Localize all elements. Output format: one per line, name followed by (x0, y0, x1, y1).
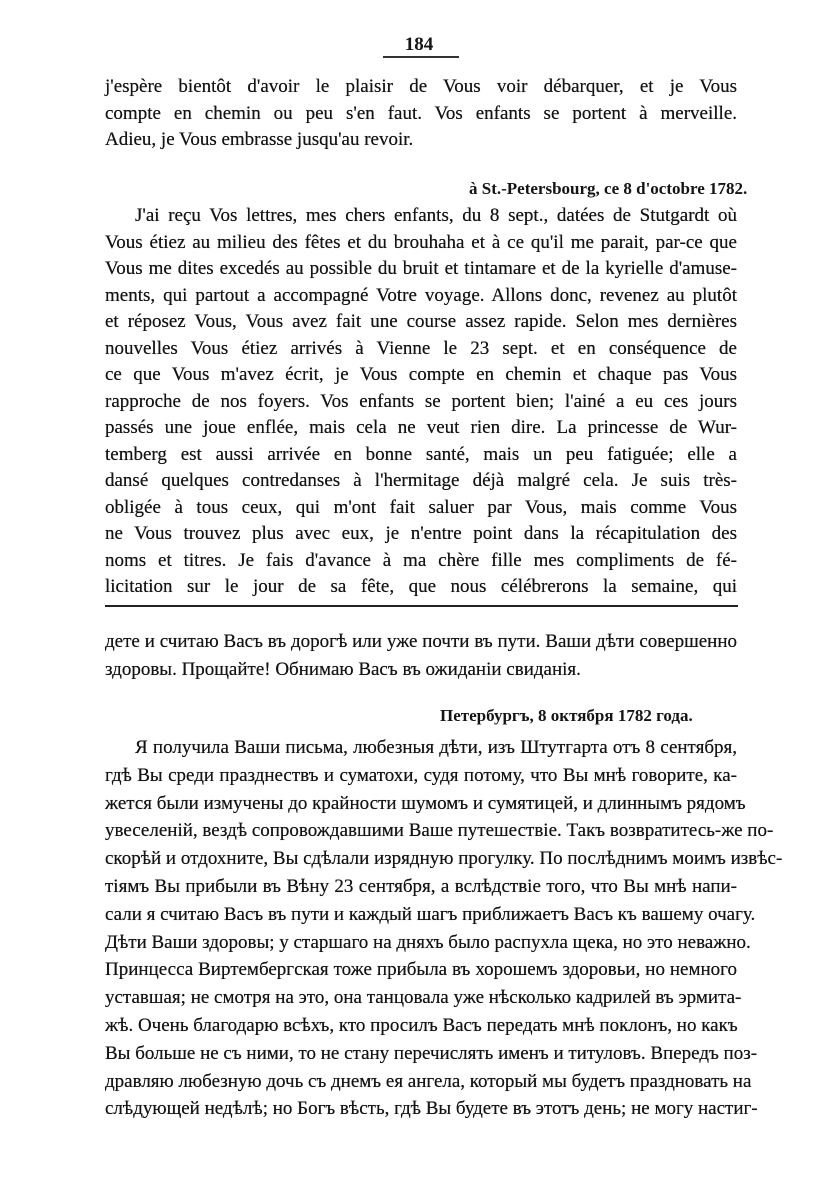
text-line: j'espère bientôt d'avoir le plaisir de Vous voir débarquer, et je Vous (105, 76, 737, 97)
text-line: Вы больше не съ ними, то не стану перечислять именъ и титуловъ. Впередъ поз- (105, 1042, 758, 1064)
french-letter-date: à St.-Petersbourg, ce 8 d'octobre 1782. (469, 179, 748, 198)
text-line: Adieu, je Vous embrasse jusqu'au revoir. (105, 129, 414, 150)
text-line: Vous étiez au milieu des fêtes et du brouhaha et à ce qu'il me parait, par-ce que (105, 231, 737, 253)
text-line: noms et titres. Je fais d'avance à ma chère fille mes compliments de fé- (105, 549, 737, 571)
text-line: passés une joue enflée, mais cela ne veut rien dire. La princesse de Wur- (105, 417, 737, 438)
text-line: тіямъ Вы прибыли въ Вѣну 23 сентября, а вслѣдствіе того, что Вы мнѣ напи- (105, 875, 737, 897)
text-line: et réposez Vous, Vous avez fait une course assez rapide. Selon mes dernières (105, 311, 737, 332)
text-line: obligée à tous ceux, qui m'ont fait saluer par Vous, mais comme Vous (105, 496, 737, 518)
text-line: temberg est aussi arrivée en bonne santé, mais un peu fatiguée; elle a (105, 443, 737, 465)
text-line: dansé quelques contredanses à l'hermitage déjà malgré cela. Je suis très- (105, 470, 737, 491)
text-line: увеселеній, вездѣ сопровождавшими Ваше путешествіе. Такъ возвратитесь-же по- (105, 820, 774, 842)
text-line: дете и считаю Васъ въ дорогѣ или уже почти въ пути. Ваши дѣти совершенно (105, 631, 737, 652)
text-line: здоровы. Прощайте! Обнимаю Васъ въ ожиданіи свиданія. (105, 658, 581, 680)
text-line: жѣ. Очень благодарю всѣхъ, кто просилъ Васъ передать мнѣ поклонъ, но какъ (105, 1014, 738, 1036)
text-line: rapproche de nos foyers. Vos enfants se portent bien; l'ainé a eu ces jours (105, 390, 737, 412)
text-line: Принцесса Виртембергская тоже прибыла въ хорошемъ здоровьи, но немного (105, 959, 737, 981)
russian-letter-body (105, 734, 783, 1123)
text-line: Я получила Ваши письма, любезныя дѣти, изъ Штутгарта отъ 8 сентября, (135, 737, 737, 758)
text-line: Vous me dites excedés au possible du bruit et tintamare et de la kyrielle d'amuse- (105, 258, 737, 279)
text-line: слѣдующей недѣлѣ; но Богъ вѣсть, гдѣ Вы будете въ этотъ день; не могу настиг- (105, 1098, 758, 1120)
text-line: ments, qui partout a accompagné Votre voyage. Allons donc, revenez au plutôt (105, 284, 737, 306)
text-line: жется были измучены до крайности шумомъ и сумятицей, и длиннымъ рядомъ (105, 792, 746, 814)
text-line: уставшая; не смотря на это, она танцовала уже нѣсколько кадрилей въ эрмита- (105, 987, 742, 1009)
text-line: ne Vous trouvez plus avec eux, je n'entre point dans la récapitulation des (105, 523, 737, 544)
separator-rule (105, 605, 738, 607)
text-line: дравляю любезную дочь съ днемъ ея ангела, который мы будетъ праздновать на (105, 1070, 752, 1092)
text-line: ce que Vous m'avez écrit, je Vous compte en chemin et chaque pas Vous (105, 364, 737, 385)
russian-closing (105, 628, 737, 684)
text-line: Дѣти Ваши здоровы; у старшаго на дняхъ было распухла щека, но это неважно. (105, 931, 751, 953)
page-number: 184 (404, 34, 434, 55)
french-letter-body (105, 203, 737, 601)
text-line: скорѣй и отдохните, Вы сдѣлали изрядную прогулку. По послѣднимъ моимъ извѣс- (105, 848, 783, 870)
text-line: сали я считаю Васъ въ пути и каждый шагъ приближаетъ Васъ къ вашему очагу. (105, 903, 756, 925)
french-closing (105, 74, 737, 154)
page-number-rule (383, 56, 459, 58)
russian-letter-date: Петербургъ, 8 октября 1782 года. (440, 706, 693, 725)
text-line: nouvelles Vous étiez arrivés à Vienne le 23 sept. et en conséquence de (105, 337, 737, 359)
text-line: compte en chemin ou peu s'en faut. Vos enfants se portent à merveille. (105, 102, 737, 124)
text-line: гдѣ Вы среди празднествъ и суматохи, судя потому, что Вы мнѣ говорите, ка- (105, 764, 737, 786)
text-line: licitation sur le jour de sa fête, que nous célébrerons la semaine, qui (105, 576, 737, 597)
text-line: J'ai reçu Vos lettres, mes chers enfants, du 8 sept., datées de Stutgardt où (135, 205, 737, 226)
